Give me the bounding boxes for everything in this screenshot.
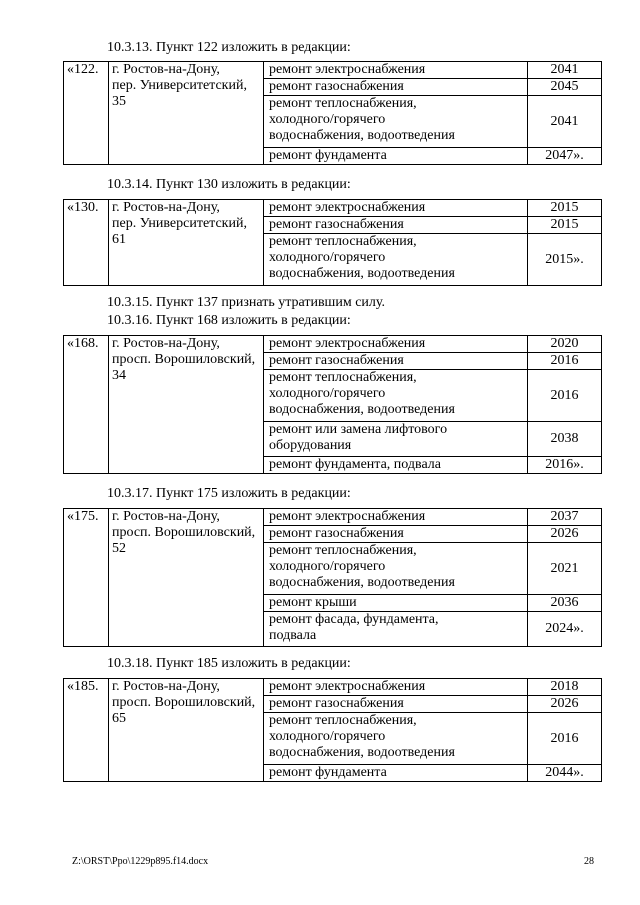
item-address: г. Ростов-на-Дону, просп. Ворошиловский, 52 [109,509,264,647]
table-row [64,336,602,353]
work-type: ремонт газоснабжения [264,79,528,96]
work-type: ремонт крыши [264,595,528,612]
work-year: 2016 [528,370,602,422]
work-type: ремонт электроснабжения [264,509,528,526]
section-heading: 10.3.14. Пункт 130 изложить в редакции: [107,177,351,192]
footer-file-path: Z:\ORST\Ppo\1229p895.f14.docx [72,856,209,867]
work-year: 2026 [528,696,602,713]
item-number: «175. [64,509,109,647]
item-number: «168. [64,336,109,474]
work-type: ремонт или замена лифтового оборудования [264,422,528,457]
work-year: 2041 [528,62,602,79]
work-type: ремонт фундамента, подвала [264,457,528,474]
work-year: 2016». [528,457,602,474]
work-type: ремонт газоснабжения [264,526,528,543]
work-type: ремонт теплоснабжения, холодного/горячего водоснабжения, водоотведения [264,96,528,148]
work-type: ремонт теплоснабжения, холодного/горячего водоснабжения, водоотведения [264,234,528,286]
table-row [64,509,602,526]
item-number: «185. [64,679,109,782]
table-row [64,62,602,79]
item-number: «130. [64,200,109,286]
work-type: ремонт теплоснабжения, холодного/горячего водоснабжения, водоотведения [264,370,528,422]
work-type: ремонт электроснабжения [264,336,528,353]
work-year: 2015 [528,200,602,217]
work-type: ремонт теплоснабжения, холодного/горячего водоснабжения, водоотведения [264,713,528,765]
work-type: ремонт фундамента [264,765,528,782]
footer-page-number: 28 [584,856,594,867]
work-type: ремонт газоснабжения [264,217,528,234]
work-type: ремонт электроснабжения [264,62,528,79]
work-type: ремонт газоснабжения [264,696,528,713]
work-year: 2021 [528,543,602,595]
work-year: 2015 [528,217,602,234]
work-year: 2044». [528,765,602,782]
item-address: г. Ростов-на-Дону, пер. Университетский, 61 [109,200,264,286]
work-year: 2037 [528,509,602,526]
section-heading: 10.3.18. Пункт 185 изложить в редакции: [107,656,351,671]
section-heading: 10.3.13. Пункт 122 изложить в редакции: [107,40,351,55]
item-table-122 [63,61,602,165]
item-number: «122. [64,62,109,165]
item-address: г. Ростов-на-Дону, просп. Ворошиловский, 34 [109,336,264,474]
work-year: 2024». [528,612,602,647]
item-table-185 [63,678,602,782]
work-year: 2016 [528,713,602,765]
work-year: 2047». [528,148,602,165]
work-type: ремонт фасада, фундамента, подвала [264,612,528,647]
work-year: 2020 [528,336,602,353]
work-year: 2038 [528,422,602,457]
section-heading: 10.3.15. Пункт 137 признать утратившим силу. [107,295,385,310]
work-year: 2016 [528,353,602,370]
item-table-130 [63,199,602,286]
work-type: ремонт газоснабжения [264,353,528,370]
item-table-168 [63,335,602,474]
work-year: 2015». [528,234,602,286]
table-row [64,200,602,217]
work-year: 2026 [528,526,602,543]
work-year: 2045 [528,79,602,96]
work-year: 2041 [528,96,602,148]
work-year: 2036 [528,595,602,612]
item-address: г. Ростов-на-Дону, просп. Ворошиловский, 65 [109,679,264,782]
work-type: ремонт теплоснабжения, холодного/горячего водоснабжения, водоотведения [264,543,528,595]
work-year: 2018 [528,679,602,696]
item-table-175 [63,508,602,647]
section-heading: 10.3.17. Пункт 175 изложить в редакции: [107,486,351,501]
section-heading: 10.3.16. Пункт 168 изложить в редакции: [107,313,351,328]
item-address: г. Ростов-на-Дону, пер. Университетский, 35 [109,62,264,165]
work-type: ремонт фундамента [264,148,528,165]
table-row [64,679,602,696]
work-type: ремонт электроснабжения [264,200,528,217]
work-type: ремонт электроснабжения [264,679,528,696]
